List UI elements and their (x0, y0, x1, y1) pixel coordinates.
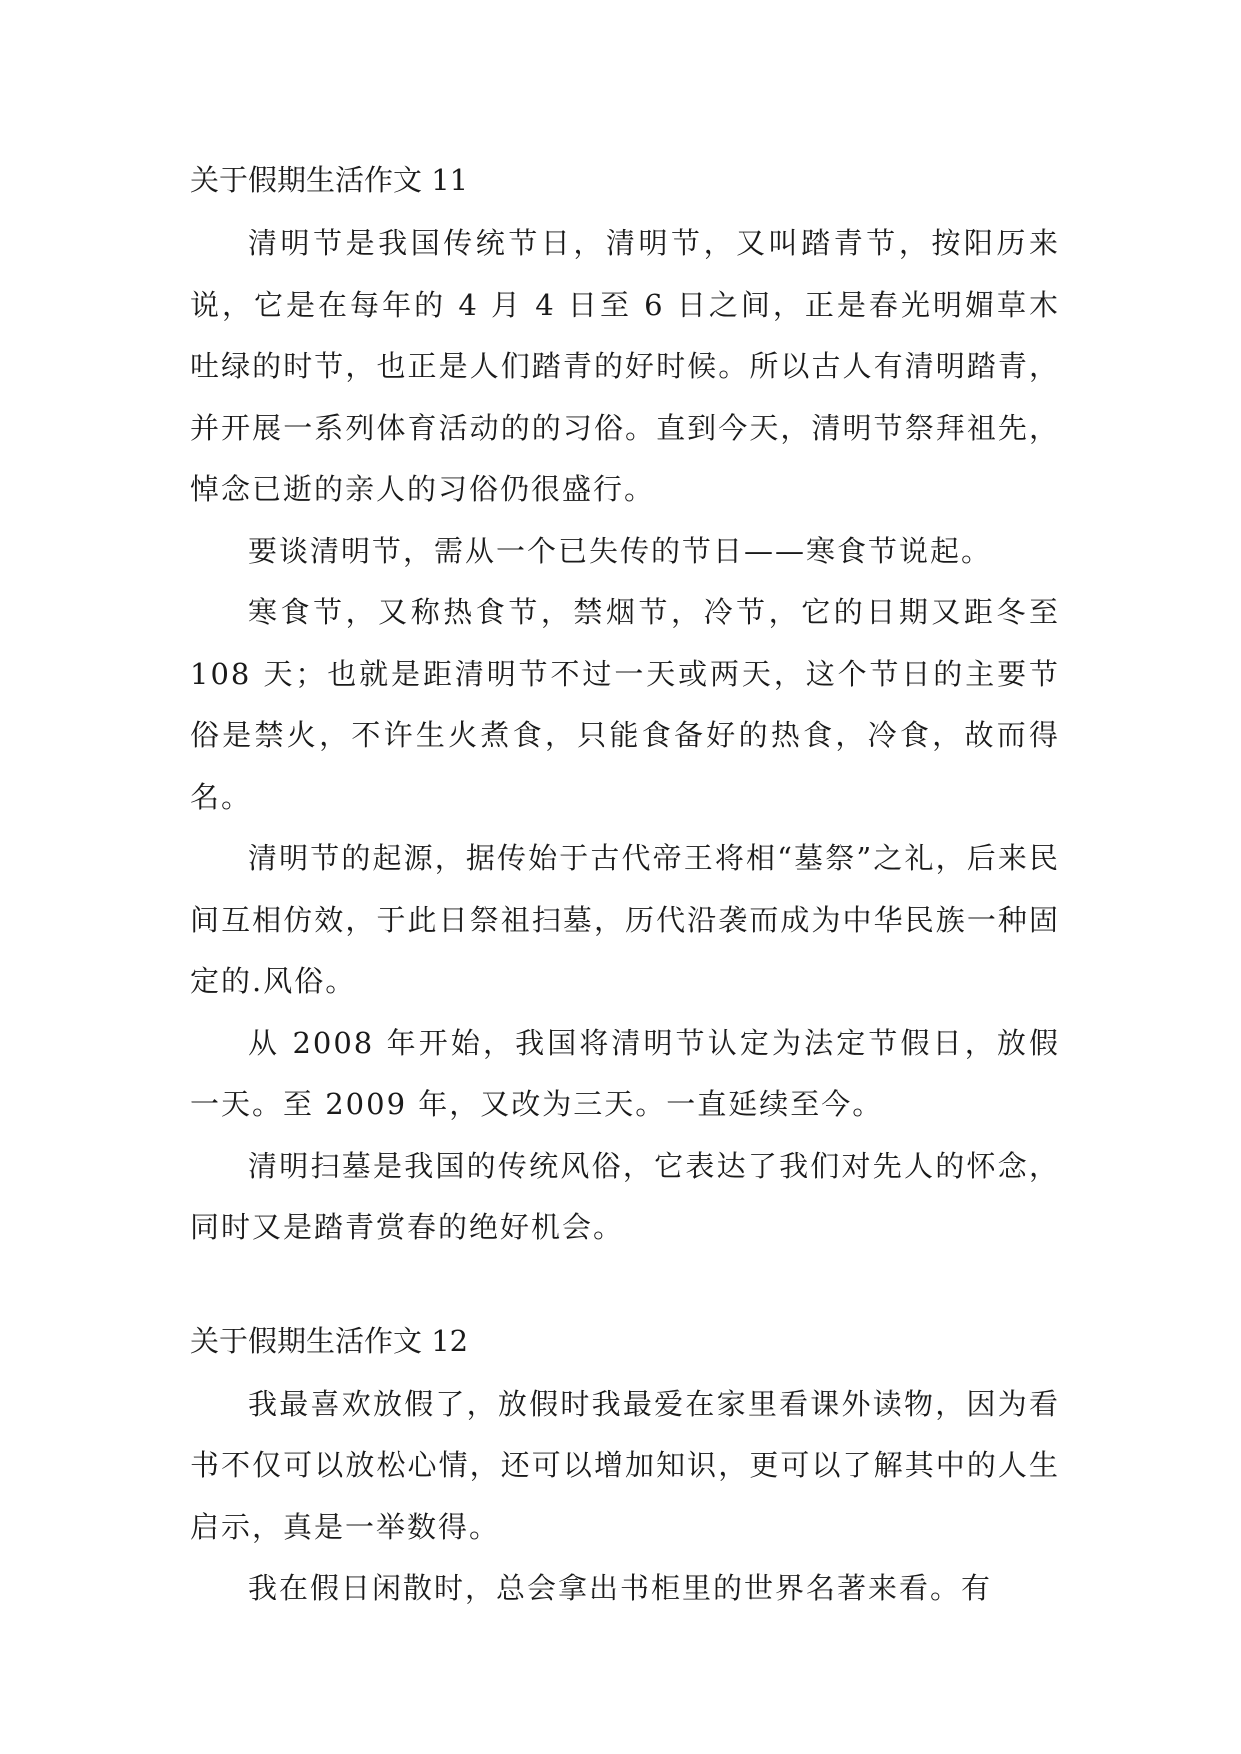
essay-paragraph: 要谈清明节，需从一个已失传的节日——寒食节说起。 (248, 533, 993, 568)
document-body (190, 160, 1060, 1620)
essay-paragraph: 清明扫墓是我国的传统风俗，它表达了我们对先人的怀念，同时又是踏青赏春的绝好机会。 (190, 1148, 1060, 1244)
essay-paragraph: 从 2008 年开始，我国将清明节认定为法定节假日，放假一天。至 2009 年，又改为三天。一直延续至今。 (190, 1025, 1060, 1121)
essay-paragraph: 我在假日闲散时，总会拿出书柜里的世界名著来看。有 (248, 1571, 993, 1605)
essay-paragraph: 我最喜欢放假了，放假时我最爱在家里看课外读物，因为看书不仅可以放松心情，还可以增加知识，更可以了解其中的人生启示，真是一举数得。 (190, 1386, 1060, 1544)
essay-paragraph: 清明节的起源，据传始于古代帝王将相“墓祭”之礼，后来民间互相仿效，于此日祭祖扫墓，历代沿袭而成为中华民族一种固定的.风俗。 (190, 841, 1060, 998)
essay-section-12 (190, 1321, 1060, 1620)
essay-paragraph: 清明节是我国传统节日，清明节，又叫踏青节，按阳历来说，它是在每年的 4 月 4 日至 6 日之间，正是春光明媚草木吐绿的时节，也正是人们踏青的好时候。所以古人有清明踏青，并开展一系列体育活动的的习俗。直到今天，清明节祭拜祖先，悼念已逝的亲人的习俗仍很盛行。 (190, 226, 1060, 506)
essay-section-11 (190, 160, 1060, 1259)
essay-heading: 关于假期生活作文 12 (190, 1323, 469, 1358)
essay-heading: 关于假期生活作文 11 (190, 163, 469, 197)
essay-paragraph: 寒食节，又称热食节，禁烟节，冷节，它的日期又距冬至 108 天；也就是距清明节不过一天或两天，这个节日的主要节俗是禁火，不许生火煮食，只能食备好的热食，冷食，故而得名。 (190, 595, 1060, 814)
